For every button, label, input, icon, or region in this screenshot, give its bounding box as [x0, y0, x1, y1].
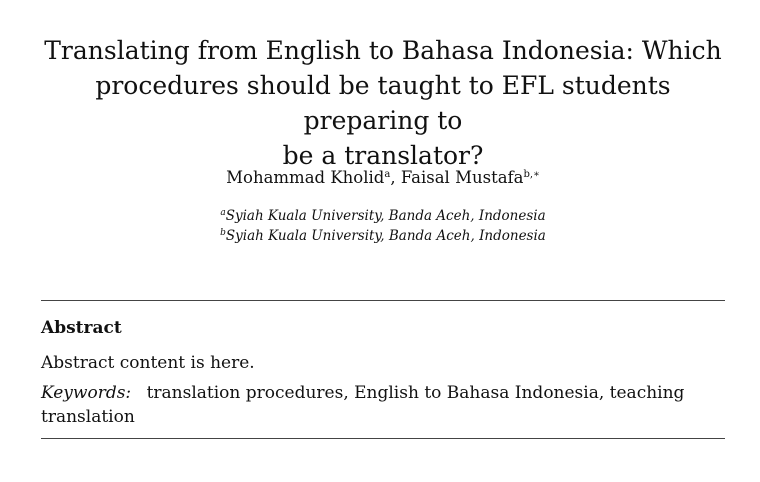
affiliation	[0, 206, 760, 226]
author-name: Mohammad Kholid	[226, 168, 385, 187]
author-name: Faisal Mustafa	[400, 168, 524, 187]
paper-title	[40, 33, 726, 173]
affiliation-text: Syiah Kuala University, Banda Aceh, Indonesia	[225, 228, 546, 244]
title-line: be a translator?	[282, 141, 484, 170]
author-list	[0, 167, 760, 189]
title-line: procedures should be taught to EFL students preparing to	[95, 71, 671, 135]
affiliation-text: Syiah Kuala University, Banda Aceh, Indonesia	[225, 208, 546, 224]
author-affiliation-mark: b,∗	[523, 169, 540, 180]
abstract-heading: Abstract	[41, 318, 122, 338]
keywords-label: Keywords:	[41, 383, 132, 403]
keywords-text: translation procedures, English to Bahasa Indonesia, teaching translation	[41, 383, 685, 427]
abstract-top-rule	[41, 300, 725, 301]
affiliation-list	[0, 206, 760, 246]
author-separator: ,	[390, 168, 401, 187]
keywords-block	[41, 381, 725, 429]
title-line: Translating from English to Bahasa Indonesia: Which	[44, 36, 722, 65]
author-affiliation-mark: a	[384, 169, 391, 180]
affiliation-mark: a	[220, 208, 226, 218]
abstract-bottom-rule	[41, 438, 725, 439]
affiliation	[0, 226, 760, 246]
abstract-content: Abstract content is here.	[41, 353, 255, 373]
affiliation-mark: b	[220, 228, 226, 238]
